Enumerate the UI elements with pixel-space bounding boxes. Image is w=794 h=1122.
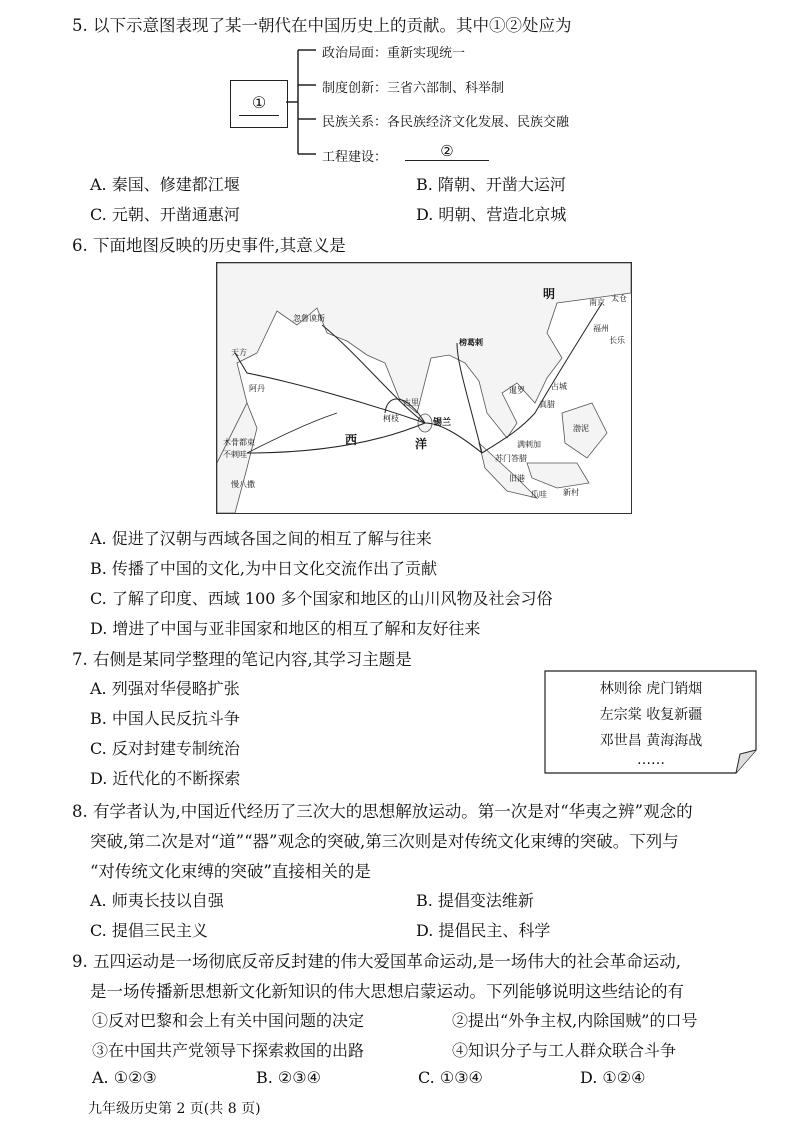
map-place: 爪哇 — [531, 490, 547, 499]
q8-stem-3: “对传统文化束缚的突破”直接相关的是 — [90, 862, 371, 881]
map-place: 锡兰 — [433, 418, 452, 428]
q6-option-a[interactable]: A. 促进了汉朝与西域各国之间的相互了解与往来 — [90, 529, 432, 548]
q9-stem-1: 9. 五四运动是一场彻底反帝反封建的伟大爱国革命运动,是一场伟大的社会革命运动, — [72, 952, 681, 971]
map-label-west: 西 — [345, 433, 358, 447]
q6-option-c[interactable]: C. 了解了印度、西域 100 多个国家和地区的山川风物及社会习俗 — [90, 589, 553, 608]
note-line-1: 林则徐 虎门销烟 — [599, 681, 703, 697]
map-place: 旧港 — [509, 474, 525, 483]
map-place: 忽鲁谟斯 — [293, 314, 325, 323]
map-place: 长乐 — [609, 336, 625, 345]
q6-option-b[interactable]: B. 传播了中国的文化,为中日文化交流作出了贡献 — [90, 559, 438, 578]
q9-item-1: ①反对巴黎和会上有关中国问题的决定 — [92, 1011, 365, 1030]
q6-option-d[interactable]: D. 增进了中国与亚非国家和地区的相互了解和友好往来 — [90, 619, 481, 638]
q5-bracket-lines — [286, 40, 326, 160]
map-place: 木骨都束 — [223, 438, 255, 447]
q5-item-4: 工程建设： — [322, 150, 388, 165]
map-place: 真腊 — [539, 400, 555, 409]
map-place: 南京 — [589, 298, 605, 307]
map-place: 福州 — [593, 324, 609, 333]
map-place: 占城 — [551, 382, 567, 391]
q7-stem: 7. 右侧是某同学整理的笔记内容,其学习主题是 — [72, 650, 412, 669]
map-place: 古里 — [403, 398, 419, 407]
q9-option-d[interactable]: D. ①②④ — [580, 1068, 646, 1087]
q8-stem-1: 8. 有学者认为,中国近代经历了三次大的思想解放运动。第一次是对“华夷之辨”观念的 — [72, 802, 693, 821]
map-place: 暹罗 — [509, 386, 525, 395]
q8-option-a[interactable]: A. 师夷长技以自强 — [90, 891, 224, 910]
q8-option-d[interactable]: D. 提倡民主、科学 — [416, 921, 551, 940]
map-place: 天方 — [231, 348, 247, 357]
note-line-4: …… — [637, 752, 665, 768]
zheng-he-voyage-map — [216, 262, 632, 514]
q8-option-b[interactable]: B. 提倡变法维新 — [416, 891, 534, 910]
q9-item-4: ④知识分子与工人群众联合斗争 — [452, 1041, 677, 1060]
map-place: 太仓 — [611, 294, 627, 303]
map-place: 苏门答腊 — [495, 454, 527, 463]
map-place: 阿丹 — [249, 384, 265, 393]
q5-box-label: ① — [251, 93, 267, 112]
q5-blank: ② — [405, 142, 489, 161]
q5-option-b[interactable]: B. 隋朝、开凿大运河 — [416, 175, 566, 194]
map-place: 不剌哇 — [223, 450, 247, 459]
map-place: 榜葛剌 — [459, 338, 483, 347]
q5-item-1: 政治局面：重新实现统一 — [322, 46, 466, 61]
q5-item-2: 制度创新：三省六部制、科举制 — [322, 81, 505, 96]
map-place: 新村 — [563, 488, 579, 497]
note-line-3: 邓世昌 黄海海战 — [599, 733, 703, 749]
q9-option-c[interactable]: C. ①③④ — [418, 1068, 483, 1087]
q5-option-c[interactable]: C. 元朝、开凿通惠河 — [90, 205, 240, 224]
q7-option-d[interactable]: D. 近代化的不断探索 — [90, 769, 241, 788]
q5-option-a[interactable]: A. 秦国、修建都江堰 — [90, 175, 240, 194]
q5-option-d[interactable]: D. 明朝、营造北京城 — [416, 205, 567, 224]
q7-option-a[interactable]: A. 列强对华侵略扩张 — [90, 679, 240, 698]
q7-option-b[interactable]: B. 中国人民反抗斗争 — [90, 709, 240, 728]
note-line-2: 左宗棠 收复新疆 — [599, 707, 703, 723]
q9-option-b[interactable]: B. ②③④ — [256, 1068, 321, 1087]
q5-stem: 5. 以下示意图表现了某一朝代在中国历史上的贡献。其中①②处应为 — [72, 16, 572, 35]
map-drawing — [217, 263, 631, 513]
q7-note-card — [544, 670, 758, 774]
q6-stem: 6. 下面地图反映的历史事件,其意义是 — [72, 236, 346, 255]
q9-stem-2: 是一场传播新思想新文化新知识的伟大思想启蒙运动。下列能够说明这些结论的有 — [90, 982, 684, 1001]
q9-item-3: ③在中国共产党领导下探索救国的出路 — [92, 1041, 365, 1060]
map-place: 柯枝 — [383, 414, 399, 423]
q9-item-2: ②提出“外争主权,内除国贼”的口号 — [452, 1011, 698, 1030]
q8-stem-2: 突破,第二次是对“道”“器”观念的突破,第三次则是对传统文化束缚的突破。下列与 — [90, 832, 679, 851]
map-label-ocean: 洋 — [415, 437, 428, 451]
map-place: 慢八撒 — [231, 480, 255, 489]
q5-item-3: 民族关系：各民族经济文化发展、民族交融 — [322, 115, 570, 130]
map-place: 渤泥 — [573, 424, 589, 433]
q7-option-c[interactable]: C. 反对封建专制统治 — [90, 739, 240, 758]
q5-box — [230, 80, 288, 128]
map-place: 满剌加 — [517, 440, 541, 449]
q9-option-a[interactable]: A. ①②③ — [92, 1068, 157, 1087]
q8-option-c[interactable]: C. 提倡三民主义 — [90, 921, 208, 940]
page-footer: 九年级历史第 2 页(共 8 页) — [88, 1101, 261, 1117]
map-label-ming: 明 — [543, 287, 556, 301]
